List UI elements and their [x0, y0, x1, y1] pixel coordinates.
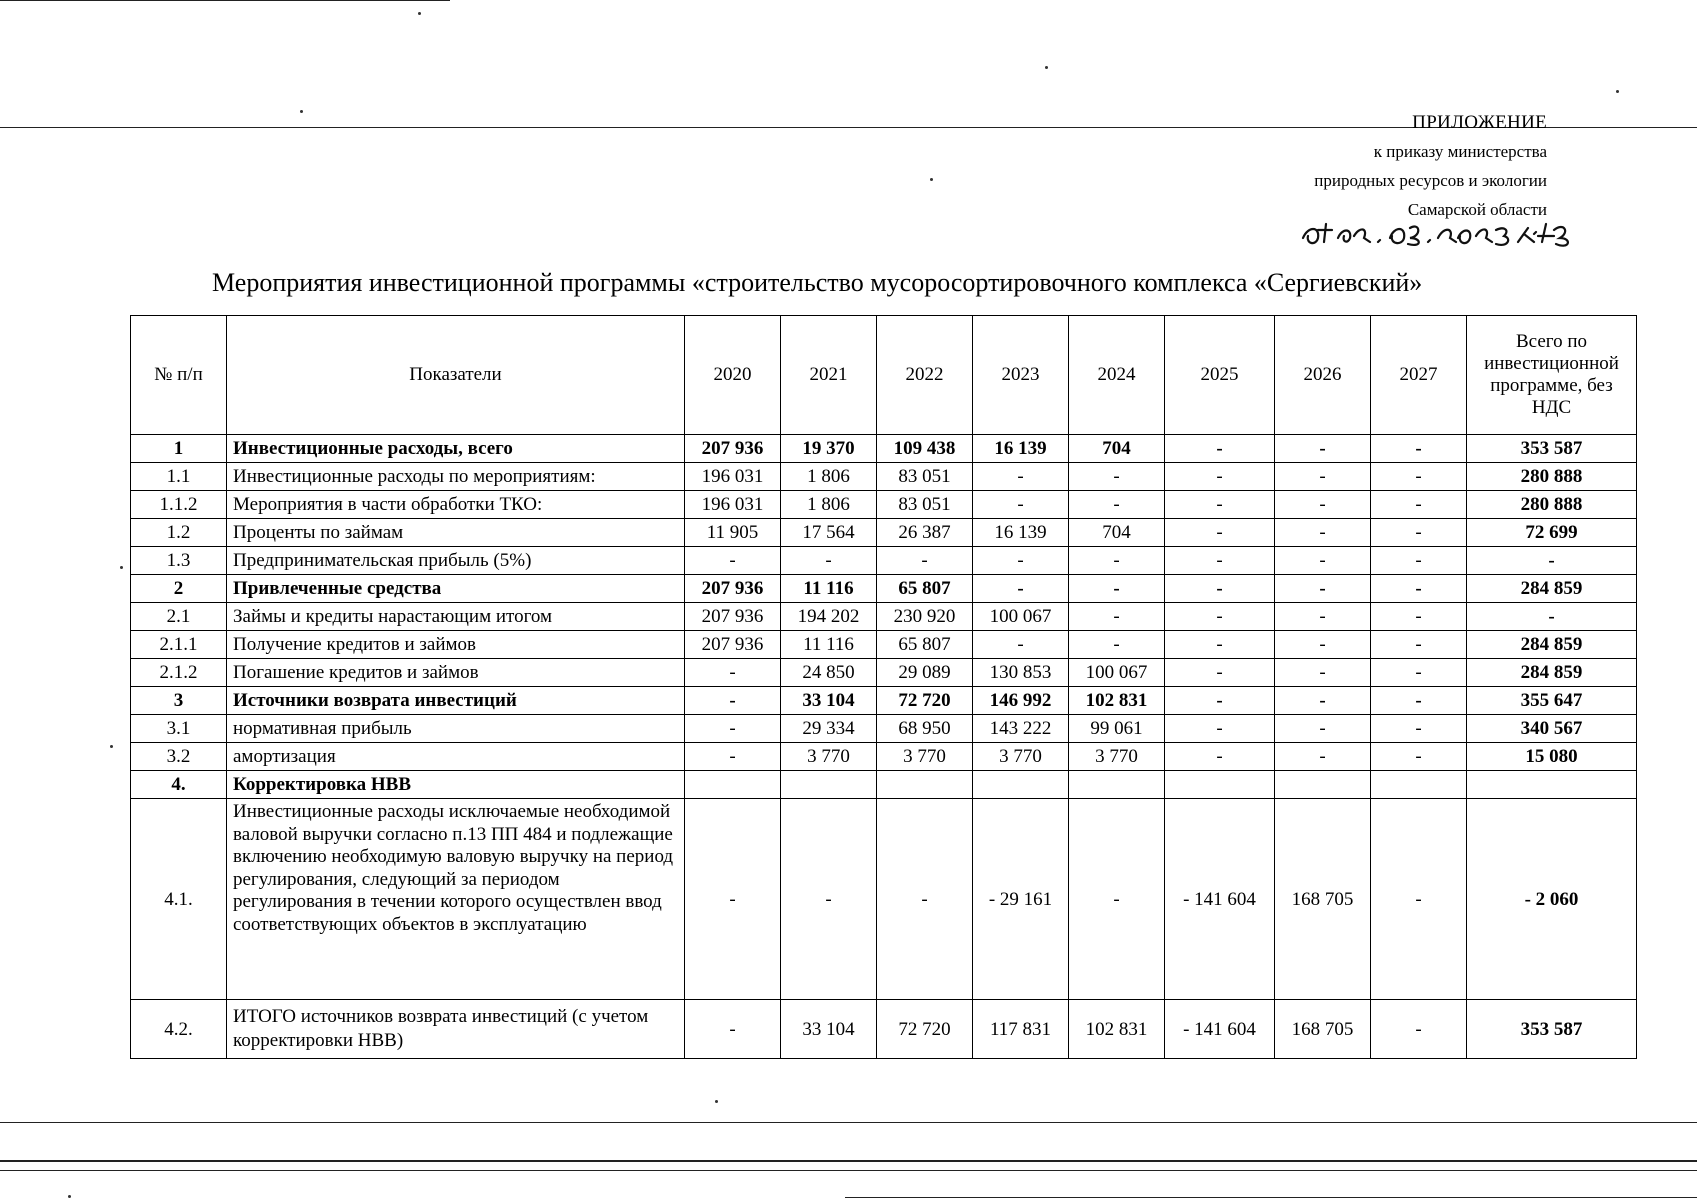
total-value-cell: -: [1467, 547, 1637, 575]
year-value-cell: 99 061: [1069, 715, 1165, 743]
column-header: 2024: [1069, 316, 1165, 435]
table-row: [131, 491, 1637, 519]
indicator-name-cell: Инвестиционные расходы по мероприятиям:: [227, 463, 685, 491]
column-header: Всего по инвестиционной программе, без НДС: [1467, 316, 1637, 435]
table-row: [131, 771, 1637, 799]
indicator-name-cell: Привлеченные средства: [227, 575, 685, 603]
year-value-cell: [1275, 771, 1371, 799]
year-value-cell: -: [1165, 631, 1275, 659]
total-value-cell: [1467, 771, 1637, 799]
year-value-cell: 207 936: [685, 435, 781, 463]
row-number-cell: 4.1.: [131, 799, 227, 1000]
year-value-cell: [973, 771, 1069, 799]
year-value-cell: [1165, 771, 1275, 799]
year-value-cell: 146 992: [973, 687, 1069, 715]
table-row: [131, 519, 1637, 547]
scan-speck: [68, 1195, 71, 1198]
column-header: 2020: [685, 316, 781, 435]
year-value-cell: -: [1165, 435, 1275, 463]
total-value-cell: 353 587: [1467, 435, 1637, 463]
total-value-cell: 284 859: [1467, 575, 1637, 603]
year-value-cell: -: [877, 799, 973, 1000]
year-value-cell: -: [685, 547, 781, 575]
year-value-cell: 33 104: [781, 687, 877, 715]
scan-speck: [930, 178, 933, 181]
year-value-cell: 72 720: [877, 1000, 973, 1059]
year-value-cell: 68 950: [877, 715, 973, 743]
year-value-cell: 100 067: [973, 603, 1069, 631]
year-value-cell: -: [1069, 491, 1165, 519]
year-value-cell: -: [1371, 603, 1467, 631]
scan-line: [0, 1160, 1697, 1162]
row-number-cell: 4.2.: [131, 1000, 227, 1059]
year-value-cell: - 29 161: [973, 799, 1069, 1000]
year-value-cell: 11 116: [781, 575, 877, 603]
year-value-cell: 130 853: [973, 659, 1069, 687]
year-value-cell: -: [1069, 631, 1165, 659]
table-row: [131, 687, 1637, 715]
total-value-cell: 280 888: [1467, 491, 1637, 519]
year-value-cell: -: [1371, 743, 1467, 771]
row-number-cell: 4.: [131, 771, 227, 799]
year-value-cell: -: [973, 631, 1069, 659]
table-row: [131, 575, 1637, 603]
year-value-cell: -: [685, 799, 781, 1000]
row-number-cell: 1: [131, 435, 227, 463]
table-row: [131, 631, 1637, 659]
indicator-name-cell: Получение кредитов и займов: [227, 631, 685, 659]
year-value-cell: 1 806: [781, 491, 877, 519]
row-number-cell: 3: [131, 687, 227, 715]
year-value-cell: -: [685, 715, 781, 743]
year-value-cell: -: [1371, 519, 1467, 547]
year-value-cell: -: [1165, 659, 1275, 687]
total-value-cell: 284 859: [1467, 631, 1637, 659]
table-row: [131, 603, 1637, 631]
year-value-cell: 3 770: [877, 743, 973, 771]
year-value-cell: 33 104: [781, 1000, 877, 1059]
year-value-cell: 11 905: [685, 519, 781, 547]
year-value-cell: 168 705: [1275, 799, 1371, 1000]
year-value-cell: 207 936: [685, 575, 781, 603]
table-header-row: [131, 316, 1637, 435]
row-number-cell: 2.1.1: [131, 631, 227, 659]
table-row: [131, 743, 1637, 771]
indicator-name-cell: Инвестиционные расходы исключаемые необходимой валовой выручки согласно п.13 ПП 484 и подлежащие включению необходимую валовую выручку на период регулирования, следующий за периодом регулирования в течении которого осуществлен ввод соответствующих объектов в эксплуатацию: [227, 799, 685, 1000]
year-value-cell: -: [973, 547, 1069, 575]
total-value-cell: 340 567: [1467, 715, 1637, 743]
year-value-cell: -: [685, 659, 781, 687]
total-value-cell: - 2 060: [1467, 799, 1637, 1000]
year-value-cell: -: [1069, 575, 1165, 603]
year-value-cell: [877, 771, 973, 799]
year-value-cell: - 141 604: [1165, 799, 1275, 1000]
year-value-cell: 83 051: [877, 491, 973, 519]
total-value-cell: 15 080: [1467, 743, 1637, 771]
table-row: [131, 547, 1637, 575]
year-value-cell: -: [973, 491, 1069, 519]
year-value-cell: -: [781, 799, 877, 1000]
year-value-cell: -: [1069, 799, 1165, 1000]
document-title: Мероприятия инвестиционной программы «строительство мусоросортировочного комплекса «Сергиевский»: [212, 268, 1423, 297]
year-value-cell: -: [1371, 1000, 1467, 1059]
table-body: [131, 435, 1637, 1059]
year-value-cell: 194 202: [781, 603, 877, 631]
column-header: 2026: [1275, 316, 1371, 435]
column-header: 2021: [781, 316, 877, 435]
year-value-cell: 19 370: [781, 435, 877, 463]
row-number-cell: 3.2: [131, 743, 227, 771]
year-value-cell: 29 334: [781, 715, 877, 743]
column-header: № п/п: [131, 316, 227, 435]
row-number-cell: 3.1: [131, 715, 227, 743]
year-value-cell: -: [973, 463, 1069, 491]
row-number-cell: 2: [131, 575, 227, 603]
year-value-cell: -: [1371, 659, 1467, 687]
year-value-cell: -: [1371, 491, 1467, 519]
year-value-cell: -: [1069, 603, 1165, 631]
investment-table: [130, 315, 1637, 1059]
year-value-cell: -: [1165, 687, 1275, 715]
year-value-cell: 17 564: [781, 519, 877, 547]
year-value-cell: 1 806: [781, 463, 877, 491]
year-value-cell: -: [1371, 799, 1467, 1000]
year-value-cell: -: [1275, 687, 1371, 715]
scan-speck: [1045, 66, 1048, 69]
year-value-cell: 168 705: [1275, 1000, 1371, 1059]
scan-line: [0, 0, 450, 1]
total-value-cell: 284 859: [1467, 659, 1637, 687]
header-line: Самарской области: [1407, 200, 1547, 219]
year-value-cell: -: [1275, 631, 1371, 659]
year-value-cell: 196 031: [685, 491, 781, 519]
year-value-cell: 29 089: [877, 659, 973, 687]
table-row: [131, 463, 1637, 491]
row-number-cell: 1.2: [131, 519, 227, 547]
scan-speck: [110, 745, 113, 748]
year-value-cell: -: [1275, 547, 1371, 575]
year-value-cell: 3 770: [781, 743, 877, 771]
year-value-cell: 102 831: [1069, 1000, 1165, 1059]
indicator-name-cell: амортизация: [227, 743, 685, 771]
year-value-cell: [685, 771, 781, 799]
year-value-cell: [1371, 771, 1467, 799]
year-value-cell: 65 807: [877, 575, 973, 603]
row-number-cell: 1.1.2: [131, 491, 227, 519]
year-value-cell: 65 807: [877, 631, 973, 659]
scan-speck: [120, 566, 123, 569]
total-value-cell: 280 888: [1467, 463, 1637, 491]
header-line: к приказу министерства: [1373, 142, 1547, 161]
column-header: 2023: [973, 316, 1069, 435]
year-value-cell: 102 831: [1069, 687, 1165, 715]
indicator-name-cell: Инвестиционные расходы, всего: [227, 435, 685, 463]
indicator-name-cell: нормативная прибыль: [227, 715, 685, 743]
scan-speck: [715, 1100, 718, 1103]
year-value-cell: 3 770: [973, 743, 1069, 771]
indicator-name-cell: Погашение кредитов и займов: [227, 659, 685, 687]
header-line: природных ресурсов и экологии: [1314, 171, 1547, 190]
year-value-cell: -: [1275, 491, 1371, 519]
year-value-cell: 109 438: [877, 435, 973, 463]
total-value-cell: 353 587: [1467, 1000, 1637, 1059]
year-value-cell: -: [1165, 603, 1275, 631]
year-value-cell: 704: [1069, 519, 1165, 547]
year-value-cell: -: [1371, 547, 1467, 575]
scan-speck: [1616, 90, 1619, 93]
year-value-cell: -: [973, 575, 1069, 603]
table-row: [131, 715, 1637, 743]
year-value-cell: 72 720: [877, 687, 973, 715]
year-value-cell: -: [1371, 715, 1467, 743]
year-value-cell: -: [1275, 659, 1371, 687]
indicator-name-cell: Займы и кредиты нарастающим итогом: [227, 603, 685, 631]
year-value-cell: -: [877, 547, 973, 575]
year-value-cell: 16 139: [973, 519, 1069, 547]
indicator-name-cell: Источники возврата инвестиций: [227, 687, 685, 715]
row-number-cell: 2.1: [131, 603, 227, 631]
indicator-name-cell: ИТОГО источников возврата инвестиций (с учетом корректировки НВВ): [227, 1000, 685, 1059]
table-row: [131, 799, 1637, 1000]
year-value-cell: 3 770: [1069, 743, 1165, 771]
scan-speck: [418, 12, 421, 15]
year-value-cell: [1069, 771, 1165, 799]
year-value-cell: -: [1165, 463, 1275, 491]
year-value-cell: 230 920: [877, 603, 973, 631]
year-value-cell: 207 936: [685, 603, 781, 631]
year-value-cell: -: [781, 547, 877, 575]
year-value-cell: -: [1275, 463, 1371, 491]
year-value-cell: [781, 771, 877, 799]
year-value-cell: -: [1275, 435, 1371, 463]
scan-line: [845, 1197, 1697, 1198]
indicator-name-cell: Мероприятия в части обработки ТКО:: [227, 491, 685, 519]
handwritten-signature: [1298, 208, 1583, 250]
year-value-cell: -: [1275, 575, 1371, 603]
indicator-name-cell: Проценты по займам: [227, 519, 685, 547]
total-value-cell: 72 699: [1467, 519, 1637, 547]
column-header: 2027: [1371, 316, 1467, 435]
row-number-cell: 1.1: [131, 463, 227, 491]
column-header: 2025: [1165, 316, 1275, 435]
year-value-cell: 16 139: [973, 435, 1069, 463]
year-value-cell: -: [685, 687, 781, 715]
scan-line: [0, 1170, 1697, 1171]
year-value-cell: -: [1069, 547, 1165, 575]
year-value-cell: -: [1371, 687, 1467, 715]
table-row: [131, 435, 1637, 463]
year-value-cell: -: [1165, 743, 1275, 771]
indicator-name-cell: Предпринимательская прибыль (5%): [227, 547, 685, 575]
row-number-cell: 2.1.2: [131, 659, 227, 687]
year-value-cell: 83 051: [877, 463, 973, 491]
total-value-cell: -: [1467, 603, 1637, 631]
year-value-cell: -: [1069, 463, 1165, 491]
year-value-cell: -: [1165, 519, 1275, 547]
appendix-label: ПРИЛОЖЕНИЕ: [1412, 112, 1547, 133]
total-value-cell: 355 647: [1467, 687, 1637, 715]
row-number-cell: 1.3: [131, 547, 227, 575]
year-value-cell: 117 831: [973, 1000, 1069, 1059]
year-value-cell: 207 936: [685, 631, 781, 659]
year-value-cell: 11 116: [781, 631, 877, 659]
year-value-cell: -: [1165, 715, 1275, 743]
year-value-cell: 24 850: [781, 659, 877, 687]
column-header: Показатели: [227, 316, 685, 435]
year-value-cell: -: [1371, 631, 1467, 659]
year-value-cell: 704: [1069, 435, 1165, 463]
column-header: 2022: [877, 316, 973, 435]
year-value-cell: -: [1165, 491, 1275, 519]
year-value-cell: -: [1275, 743, 1371, 771]
year-value-cell: 143 222: [973, 715, 1069, 743]
indicator-name-cell: Корректировка НВВ: [227, 771, 685, 799]
year-value-cell: -: [1275, 603, 1371, 631]
year-value-cell: -: [1165, 547, 1275, 575]
year-value-cell: -: [1275, 715, 1371, 743]
scan-line: [0, 1122, 1697, 1123]
table-row: [131, 1000, 1637, 1059]
year-value-cell: 196 031: [685, 463, 781, 491]
year-value-cell: -: [1275, 519, 1371, 547]
scan-speck: [300, 110, 303, 113]
year-value-cell: 26 387: [877, 519, 973, 547]
year-value-cell: -: [1371, 575, 1467, 603]
approval-header: [1314, 108, 1547, 224]
year-value-cell: - 141 604: [1165, 1000, 1275, 1059]
year-value-cell: -: [685, 743, 781, 771]
year-value-cell: 100 067: [1069, 659, 1165, 687]
year-value-cell: -: [685, 1000, 781, 1059]
table-row: [131, 659, 1637, 687]
year-value-cell: -: [1371, 463, 1467, 491]
year-value-cell: -: [1165, 575, 1275, 603]
year-value-cell: -: [1371, 435, 1467, 463]
